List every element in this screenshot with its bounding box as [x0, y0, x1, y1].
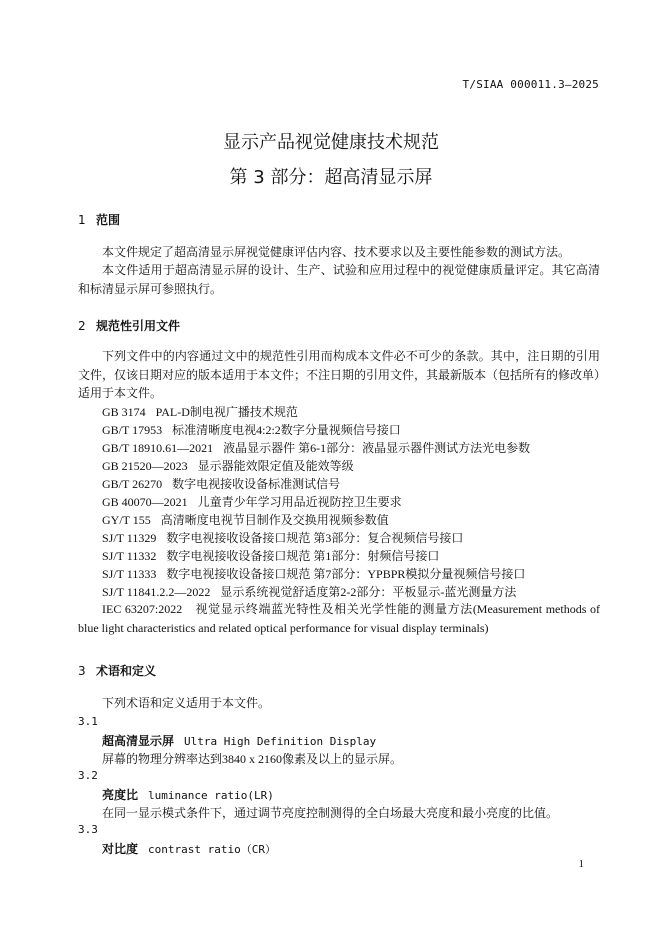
reference-title: 数字电视接收设备接口规范 第3部分：复合视频信号接口	[166, 531, 464, 545]
reference-item	[102, 421, 401, 438]
section-heading-terms	[78, 662, 156, 679]
section-title: 术语和定义	[96, 664, 157, 678]
term-heading	[102, 732, 376, 749]
reference-code: GB 40070—2021	[102, 495, 188, 509]
reference-title: 液晶显示器件 第6-1部分：液晶显示器件测试方法光电参数	[223, 441, 531, 455]
reference-title: 数字电视接收设备接口规范 第7部分：YPBPR模拟分量视频信号接口	[166, 567, 526, 581]
reference-title: 显示系统视觉舒适度第2-2部分：平板显示-蓝光测量方法	[220, 585, 517, 599]
section-number: 3	[78, 664, 86, 678]
reference-code: GY/T 155	[102, 513, 151, 527]
reference-item	[102, 493, 402, 510]
reference-code: GB 3174	[102, 405, 146, 419]
term-en: luminance ratio(LR)	[148, 789, 274, 802]
reference-item	[102, 475, 340, 492]
reference-item	[102, 583, 516, 600]
reference-title: 儿童青少年学习用品近视防控卫生要求	[197, 495, 402, 509]
section-heading-normative-references	[78, 317, 180, 334]
document-number: T/SIAA 000011.3—2025	[462, 78, 599, 91]
term-en: Ultra High Definition Display	[184, 735, 377, 748]
section-number: 1	[78, 213, 86, 227]
terms-intro: 下列术语和定义适用于本文件。	[102, 696, 271, 710]
reference-title: 显示器能效限定值及能效等级	[197, 459, 354, 473]
scope-paragraph-2: 本文件适用于超高清显示屏的设计、生产、试验和应用过程中的视觉健康质量评定。其它高清和标清显示屏可参照执行。	[78, 263, 600, 296]
reference-item	[102, 529, 463, 546]
term-number: 3.3	[78, 823, 98, 836]
section-number: 2	[78, 319, 86, 333]
reference-code: SJ/T 11333	[102, 567, 157, 581]
term-en: contrast ratio（CR）	[148, 843, 276, 856]
reference-code: SJ/T 11329	[102, 531, 157, 545]
reference-title: 数字电视接收设备标准测试信号	[172, 477, 341, 491]
term-definition: 在同一显示模式条件下，通过调节亮度控制测得的全白场最大亮度和最小亮度的比值。	[102, 806, 559, 820]
section-title: 范围	[96, 213, 121, 227]
term-number: 3.1	[78, 715, 98, 728]
term-zh: 亮度比	[102, 788, 139, 802]
document-part-title: 第 3 部分：超高清显示屏	[229, 167, 433, 188]
reference-title: 高清晰度电视节目制作及交换用视频参数值	[160, 513, 389, 527]
section-heading-scope	[78, 211, 120, 228]
reference-item	[102, 547, 439, 564]
term-definition: 屏幕的物理分辨率达到3840 x 2160像素及以上的显示屏。	[102, 752, 403, 766]
reference-code: GB/T 18910.61—2021	[102, 441, 214, 455]
reference-item	[102, 565, 525, 582]
reference-code: GB/T 17953	[102, 423, 163, 437]
term-zh: 超高清显示屏	[102, 734, 175, 748]
reference-item	[102, 457, 354, 474]
reference-code: SJ/T 11332	[102, 549, 157, 563]
document-title: 显示产品视觉健康技术规范	[223, 132, 439, 153]
reference-code: GB 21520—2023	[102, 459, 188, 473]
reference-code: GB/T 26270	[102, 477, 163, 491]
scope-paragraph-1: 本文件规定了超高清显示屏视觉健康评估内容、技术要求以及主要性能参数的测试方法。	[102, 245, 571, 259]
reference-title: 数字电视接收设备接口规范 第1部分：射频信号接口	[166, 549, 440, 563]
reference-item	[102, 439, 530, 456]
term-heading	[102, 840, 276, 857]
reference-title: PAL-D制电视广播技术规范	[155, 405, 298, 419]
section-title: 规范性引用文件	[96, 319, 181, 333]
reference-code: SJ/T 11841.2.2—2022	[102, 585, 211, 599]
reference-item	[102, 511, 389, 528]
references-intro: 下列文件中的内容通过文中的规范性引用而构成本文件必不可少的条款。其中，注日期的引用文件，仅该日期对应的版本适用于本文件；不注日期的引用文件，其最新版本（包括所有的修改单）适用于本文件。	[78, 349, 601, 400]
term-number: 3.2	[78, 769, 98, 782]
term-heading	[102, 786, 274, 803]
reference-item-iec: IEC 63207:2022 视觉显示终端蓝光特性及相关光学性能的测量方法(Measurement methods of blue light characteristics and related optical performance for visual display terminals)	[78, 602, 600, 635]
page-number: 1	[578, 858, 584, 870]
term-zh: 对比度	[102, 842, 139, 856]
reference-item	[102, 403, 298, 420]
reference-title: 标准清晰度电视4:2:2数字分量视频信号接口	[172, 423, 401, 437]
